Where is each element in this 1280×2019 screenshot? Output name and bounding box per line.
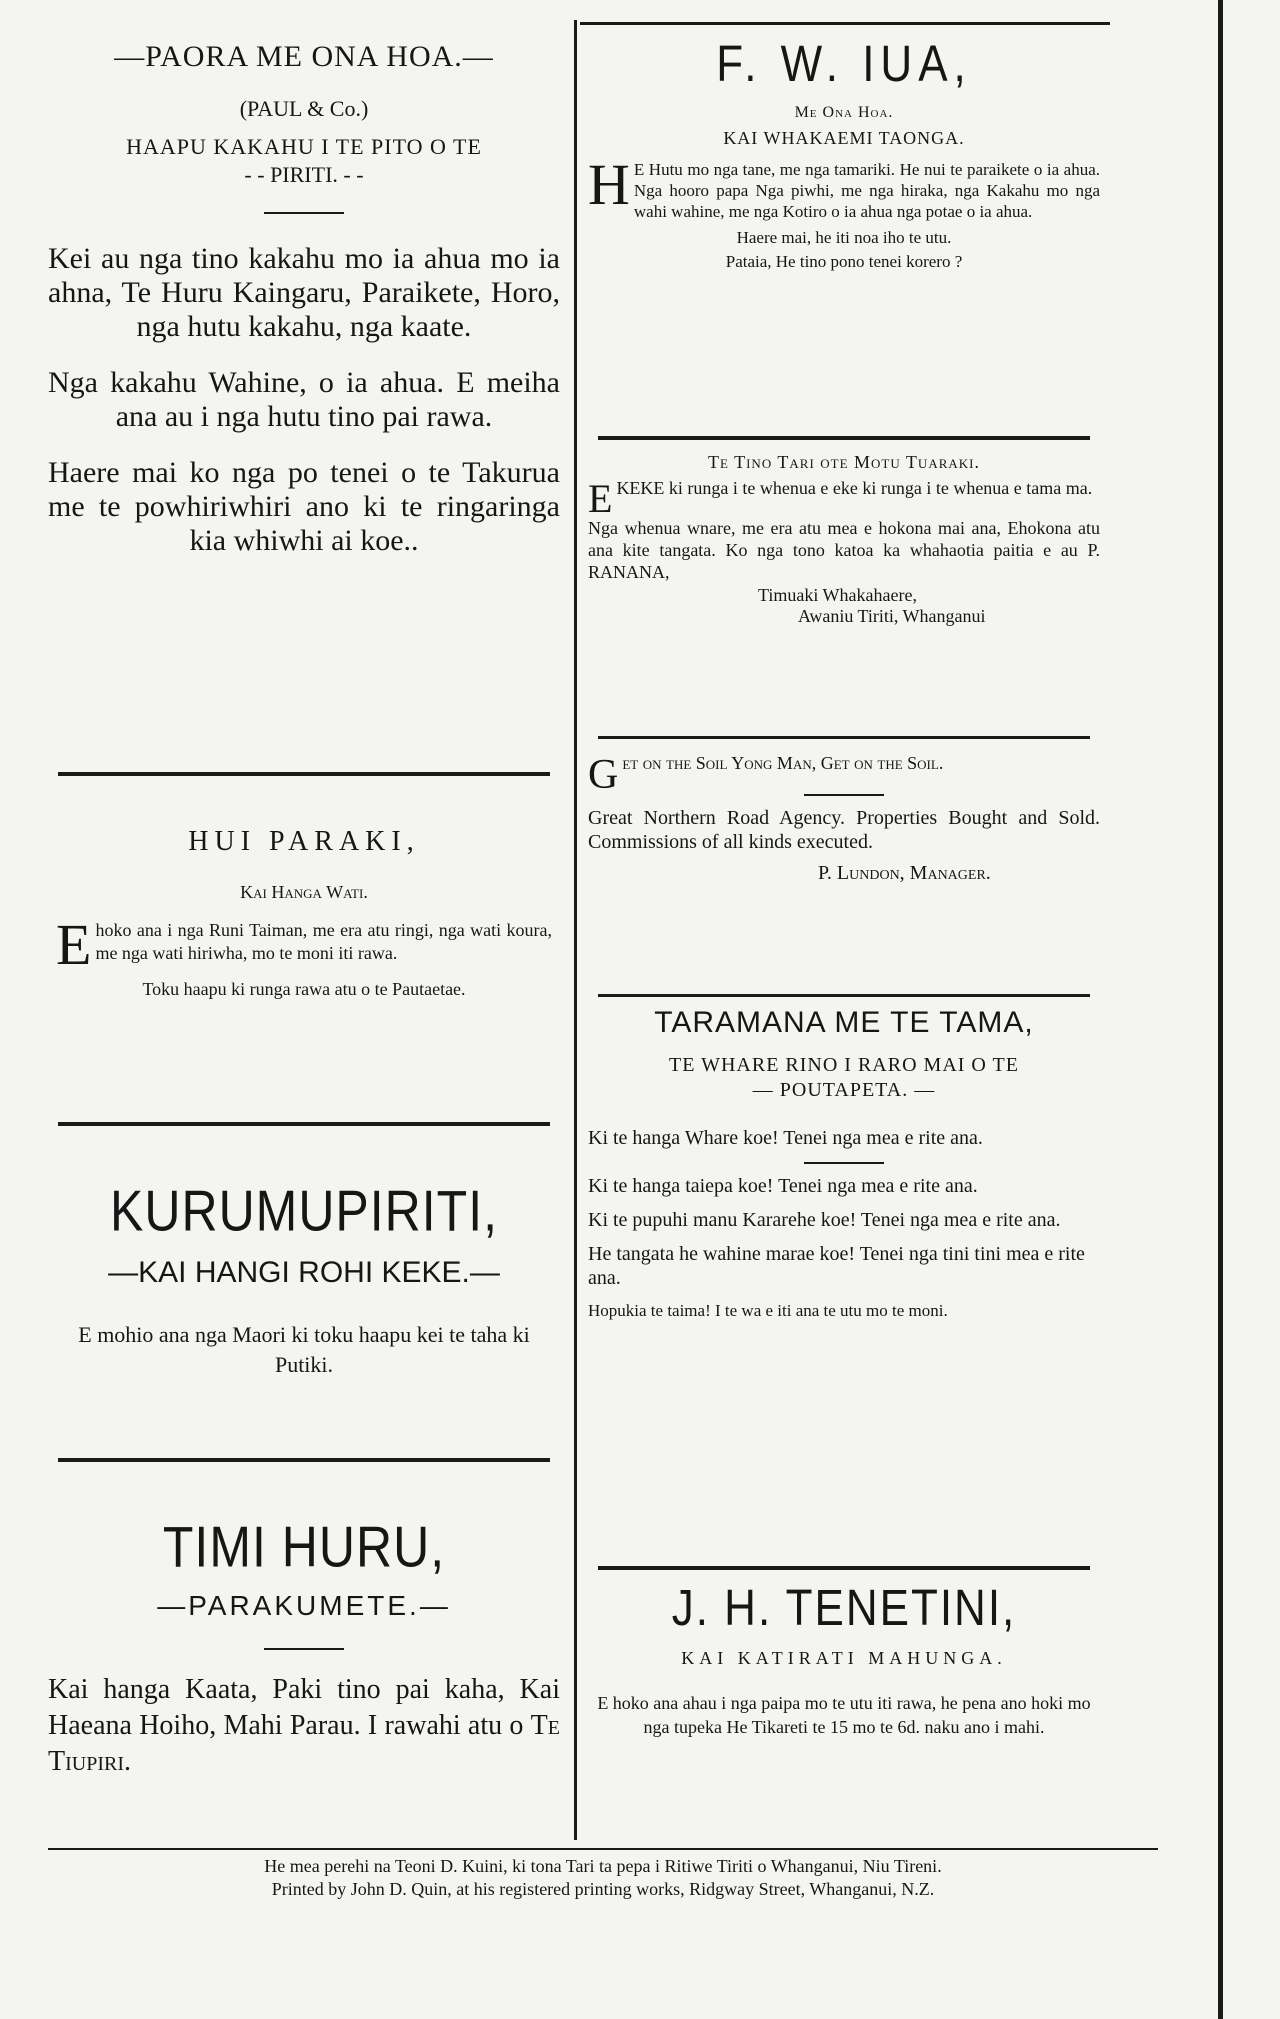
ad-footer: Toku haapu ki runga rawa atu o te Pautaetae. <box>142 979 466 999</box>
ad-title: F. W. IUA, <box>716 36 972 93</box>
section-rule <box>598 436 1090 440</box>
section-rule <box>58 1122 550 1126</box>
right-column-2 <box>588 452 1100 627</box>
ad-subtitle: —KAI HANGI ROHI KEKE.— <box>108 1256 500 1289</box>
ad-timi <box>48 1514 560 1780</box>
short-rule <box>804 1162 884 1164</box>
short-rule <box>264 1648 344 1650</box>
ad-item: Ki te pupuhi manu Kararehe koe! Tenei nga mea e rite ana. <box>588 1209 1061 1231</box>
ad-iua <box>588 36 1100 272</box>
right-column-5 <box>588 1580 1100 1739</box>
ad-paragraph: Kei au nga tino kakahu mo ia ahua mo ia ahna, Te Huru Kaingaru, Paraikete, Horo, nga hutu kakahu, nga kaate. <box>48 242 560 343</box>
ad-title: et on the Soil Yong Man, Get on the Soil. <box>622 753 944 773</box>
ad-body <box>588 152 1100 222</box>
ad-body <box>48 1672 560 1780</box>
ad-paragraph: Haere mai ko nga po tenei o te Takurua me te powhiriwhiri ano ki te ringaringa kia whiwhi ai koe.. <box>48 456 560 557</box>
footer-rule <box>48 1848 1158 1850</box>
section-rule <box>58 1458 550 1462</box>
ad-subtitle: TE WHARE RINO I RARO MAI O TE <box>669 1054 1019 1076</box>
imprint-english: Printed by John D. Quin, at his registered printing works, Ridgway Street, Whanganui, N.Z. <box>271 1879 935 1899</box>
right-column-4 <box>588 1006 1100 1322</box>
drop-cap: E <box>56 912 92 977</box>
section-rule <box>598 736 1090 739</box>
ad-title: Te Tino Tari ote Motu Tuaraki. <box>708 452 980 472</box>
ad-text: KEKE ki runga i te whenua e eke ki runga i te whenua e tama ma. <box>616 478 1093 498</box>
section-rule <box>598 994 1090 997</box>
ad-soil <box>588 752 1100 885</box>
ad-title: J. H. TENETINI, <box>671 1580 1017 1637</box>
ad-body <box>48 912 560 977</box>
ad-body: E hoko ana ahau i nga paipa mo te utu iti rawa, he pena ano hoki mo nga tupeka He Tikareti te 15 mo te 6d. naku ano i mahi. <box>597 1693 1091 1737</box>
ad-body <box>588 476 1100 521</box>
ad-body: E mohio ana nga Maori ki toku haapu kei te taha ki Putiki. <box>78 1322 530 1377</box>
ad-line: - - PIRITI. - - <box>244 162 364 187</box>
page-edge <box>1218 0 1223 2019</box>
ad-text: E Hutu mo nga tane, me nga tamariki. He nui te paraikete o ia ahua. Nga hooro papa Nga piwhi, me nga hiraka, nga Kakahu mo nga wahi wahine, me nga Kotiro o ia ahua nga potae o ia ahua. <box>633 160 1100 221</box>
ad-title-block <box>588 752 1100 798</box>
ad-paora <box>48 40 560 558</box>
ad-hui <box>48 826 560 1000</box>
drop-cap: H <box>588 152 630 217</box>
imprint-maori: He mea perehi na Teoni D. Kuini, ki tona Tari ta pepa i Ritiwe Tiriti o Whanganui, Niu Tireni. <box>264 1856 942 1876</box>
ad-line: Haere mai, he iti noa iho te utu. <box>736 228 952 247</box>
ad-title: TIMI HURU, <box>162 1514 446 1580</box>
ad-line: Pataia, He tino pono tenei korero ? <box>725 252 963 271</box>
right-column-3 <box>588 752 1100 885</box>
short-rule <box>264 212 344 214</box>
short-rule <box>804 794 884 796</box>
ad-title: KURUMUPIRITI, <box>110 1178 498 1244</box>
ad-line: HAAPU KAKAHU I TE PITO O TE <box>126 134 482 159</box>
ad-item: Ki te hanga Whare koe! Tenei nga mea e rite ana. <box>588 1127 983 1149</box>
ad-subtitle: — POUTAPETA. — <box>752 1079 936 1101</box>
ad-text: Kai hanga Kaata, Paki tino pai kaha, Kai Haeana Hoiho, Mahi Parau. I rawahi atu o <box>48 1674 560 1741</box>
ad-subtitle: KAI KATIRATI MAHUNGA. <box>681 1648 1007 1668</box>
left-column-2 <box>48 826 560 1000</box>
ad-signature: Awaniu Tiriti, Whanganui <box>798 606 986 626</box>
ad-item: Ki te hanga taiepa koe! Tenei nga mea e rite ana. <box>588 1175 978 1197</box>
ad-title: —PAORA ME ONA HOA.— <box>114 40 494 73</box>
ad-subtitle: KAI WHAKAEMI TAONGA. <box>723 128 965 148</box>
ad-taramana <box>588 1006 1100 1322</box>
ad-paragraph: Nga kakahu Wahine, o ia ahua. E meiha ana au i nga hutu tino pai rawa. <box>48 366 560 433</box>
ad-subtitle: Kai Hanga Wati. <box>240 882 368 902</box>
ad-item: He tangata he wahine marae koe! Tenei nga tini tini mea e rite ana. <box>588 1243 1085 1289</box>
ad-signature: Timuaki Whakahaere, <box>758 585 917 605</box>
section-rule <box>58 772 550 776</box>
ad-kurumu <box>48 1178 560 1380</box>
column-divider <box>574 20 577 1840</box>
ad-text: hoko ana i nga Runi Taiman, me era atu ringi, nga wati koura, me nga wati hiriwha, mo te moni iti rawa. <box>95 920 552 963</box>
drop-cap: G <box>588 752 619 798</box>
ad-text: Nga whenua wnare, me era atu mea e hokona mai ana, Ehokona atu ana kite tangata. Ko nga tono katoa ka whahaotia paitia e au P. RANANA, <box>588 518 1100 582</box>
left-column <box>48 40 560 558</box>
printer-imprint <box>48 1856 1158 1900</box>
right-column <box>588 36 1100 272</box>
ad-tari <box>588 452 1100 627</box>
ad-subtitle: —PARAKUMETE.— <box>157 1590 451 1621</box>
ad-title: TARAMANA ME TE TAMA, <box>654 1006 1034 1039</box>
left-column-3 <box>48 1178 560 1380</box>
ad-title: HUI PARAKI, <box>188 826 420 857</box>
ad-signature: P. Lundon, Manager. <box>818 862 991 884</box>
ad-text-place: Te Tiupiri. <box>48 1710 560 1777</box>
drop-cap: E <box>588 476 613 521</box>
ad-subtitle: (PAUL & Co.) <box>239 96 369 121</box>
ad-subtitle: Me Ona Hoa. <box>794 104 894 121</box>
left-column-4 <box>48 1514 560 1780</box>
top-rule <box>580 22 1110 25</box>
section-rule <box>598 1566 1090 1570</box>
ad-body: Great Northern Road Agency. Properties Bought and Sold. Commissions of all kinds executed. <box>588 807 1100 853</box>
ad-tenetini <box>588 1580 1100 1739</box>
ad-item: Hopukia te taima! I te wa e iti ana te utu mo te moni. <box>588 1301 948 1320</box>
